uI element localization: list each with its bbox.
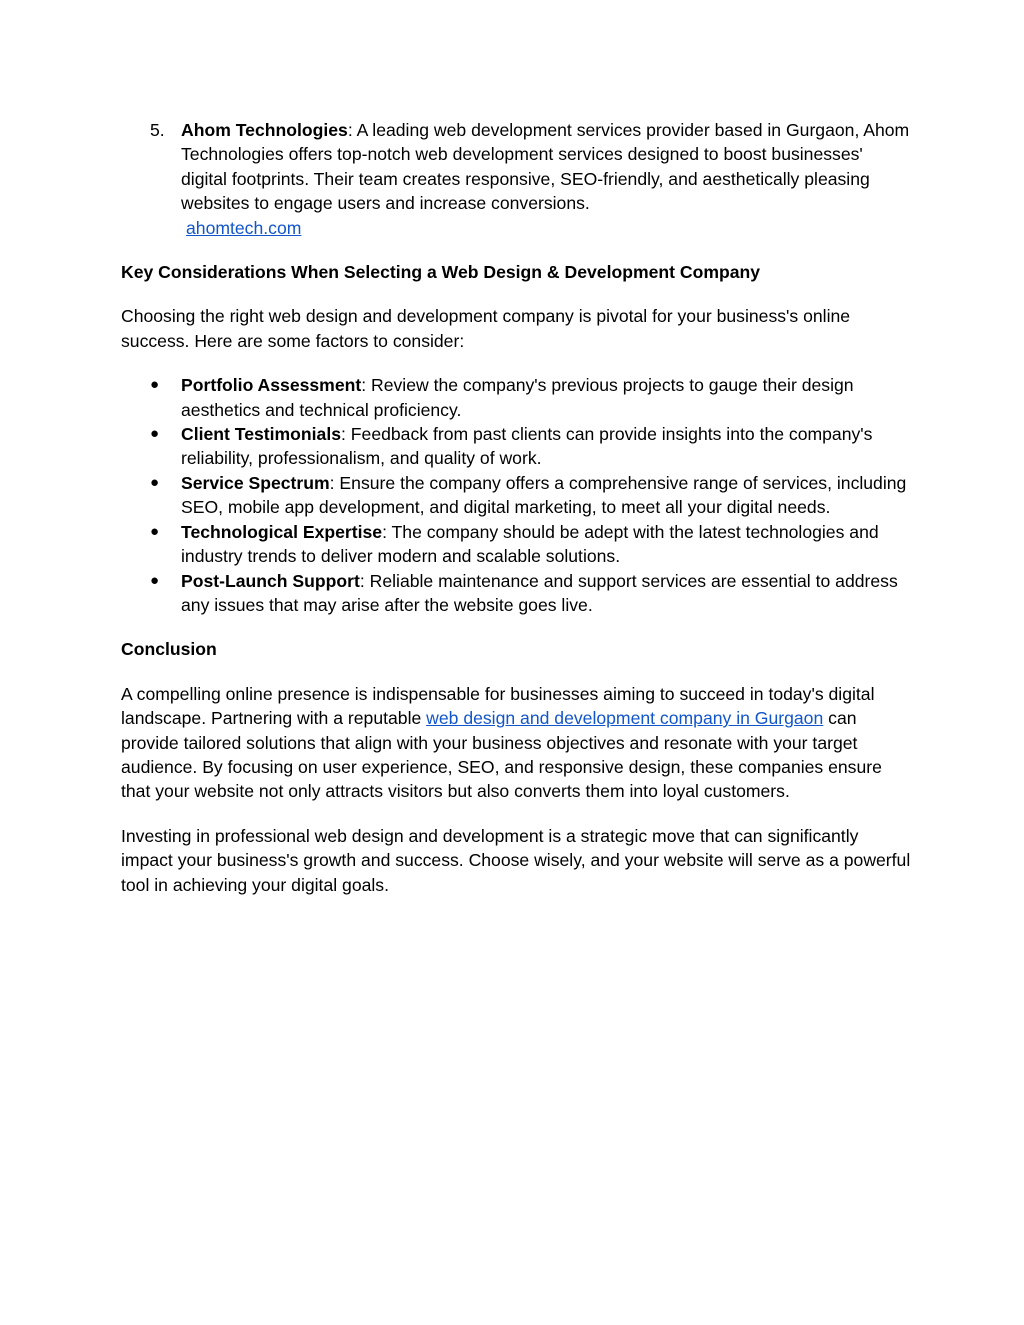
list-item (121, 373, 911, 422)
list-number: 5. (150, 120, 165, 140)
list-item (121, 569, 911, 618)
conclusion-paragraph-1 (121, 682, 911, 804)
conclusion-text-after-link: can provide tailored solutions that align with your business objectives and resonate with your target audience. By focusing on user experience, SEO, and responsive design, these companies ensure that your website not only attracts visitors but also converts them into loyal customers. (121, 708, 882, 802)
conclusion-heading: Conclusion (121, 639, 217, 660)
considerations-heading: Key Considerations When Selecting a Web Design & Development Company (121, 262, 761, 283)
bullet-icon: ● (150, 473, 160, 491)
bullet-icon: ● (150, 571, 160, 589)
gurgaon-company-link[interactable]: web design and development company in Gurgaon (426, 708, 824, 729)
bullet-icon: ● (150, 376, 160, 394)
list-item (121, 471, 911, 520)
conclusion-text-before-link: A compelling online presence is indispensable for businesses aiming to succeed in today's digital landscape. Partnering with a reputable (121, 683, 875, 729)
list-item-text: : Review the company's previous projects to gauge their design aesthetics and technical proficiency. (181, 375, 854, 420)
list-item-title: Service Spectrum (181, 472, 330, 493)
list-item-title: Post-Launch Support (181, 570, 360, 591)
list-item (121, 520, 911, 569)
list-item-title: Technological Expertise (181, 521, 383, 542)
list-item-title: Client Testimonials (181, 424, 342, 445)
considerations-list (121, 373, 911, 617)
list-item-text: : Feedback from past clients can provide insights into the company's reliability, professionalism, and quality of work. (181, 424, 873, 469)
list-item-text: : The company should be adept with the latest technologies and industry trends to deliver modern and scalable solutions. (181, 521, 879, 567)
bullet-icon: ● (150, 522, 160, 540)
list-item-title: Portfolio Assessment (181, 375, 362, 396)
document-page (121, 118, 911, 897)
list-item-text: : Reliable maintenance and support services are essential to address any issues that may arise after the website goes live. (181, 570, 898, 615)
list-item (121, 422, 911, 471)
considerations-intro: Choosing the right web design and development company is pivotal for your business's online success. Here are some factors to consider: (121, 306, 851, 351)
company-description: : A leading web development services provider based in Gurgaon, Ahom Technologies offers top-notch web development services designed to boost businesses' digital footprints. Their team creates responsive, SEO-friendly, and aesthetically pleasing websites to engage users and increase conversions. (181, 120, 910, 214)
company-website-link[interactable]: ahomtech.com (186, 217, 302, 238)
list-item-text: : Ensure the company offers a comprehensive range of services, including SEO, mobile app development, and digital marketing, to meet all your digital needs. (181, 472, 907, 518)
company-name: Ahom Technologies (181, 120, 348, 140)
conclusion-paragraph-2: Investing in professional web design and development is a strategic move that can significantly impact your business's growth and success. Choose wisely, and your website will serve as a powerful tool in achieving your digital goals. (121, 825, 911, 895)
numbered-list-item (121, 118, 911, 240)
bullet-icon: ● (150, 425, 160, 443)
